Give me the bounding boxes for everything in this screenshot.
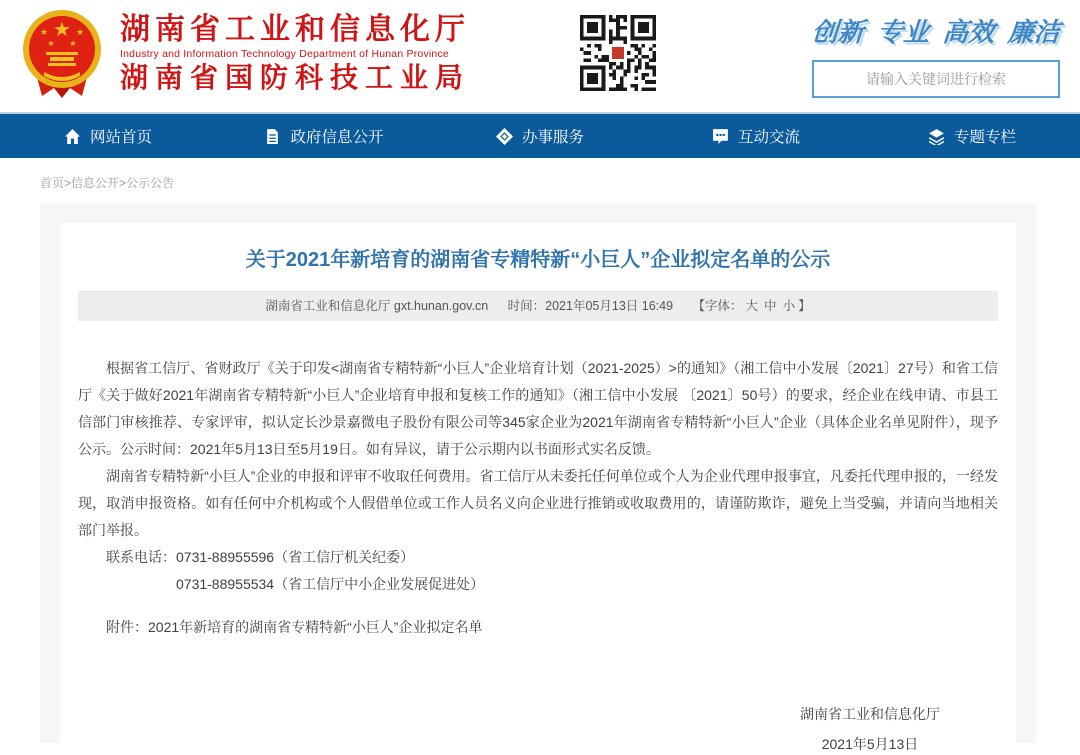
attachment-link[interactable]: 附件：2021年新培育的湖南省专精特新“小巨人”企业拟定名单 <box>106 619 483 635</box>
svg-text:★: ★ <box>69 39 77 48</box>
slogan-word: 高效 <box>941 17 996 47</box>
header-right <box>812 12 1060 98</box>
font-size-suffix: 】 <box>798 299 811 313</box>
breadcrumb-announcements[interactable]: 公示公告 <box>126 176 175 190</box>
nav-item-label: 专题专栏 <box>953 129 1016 146</box>
slogan-word: 创新 <box>810 17 865 47</box>
font-size-medium-button[interactable]: 中 <box>764 299 777 313</box>
font-size-large-button[interactable]: 大 <box>745 299 759 313</box>
nav-item-label: 网站首页 <box>89 129 152 146</box>
org-name-en: Industry and Information Technology Department of Hunan Province <box>120 48 449 60</box>
main-nav <box>0 112 1080 158</box>
signature-org: 湖南省工业和信息化厅 <box>800 706 940 722</box>
qr-code <box>580 14 656 92</box>
nav-item-label: 办事服务 <box>521 129 584 146</box>
breadcrumb-separator: > <box>119 176 127 190</box>
nav-item-services[interactable] <box>432 114 648 158</box>
contact-phone-1: 联系电话：0731-88955596（省工信厅机关纪委） <box>106 549 415 565</box>
nav-item-label: 政府信息公开 <box>290 129 384 146</box>
article-body <box>78 355 998 755</box>
svg-text:★: ★ <box>39 27 49 37</box>
time-label: 时间： <box>507 299 546 313</box>
document-icon <box>264 128 281 145</box>
slogan <box>811 12 1062 49</box>
svg-text:★: ★ <box>75 27 85 37</box>
org-name-cn: 湖南省工业和信息化厅 <box>120 13 470 46</box>
nav-item-label: 互动交流 <box>737 129 800 146</box>
paragraph: 湖南省专精特新“小巨人”企业的申报和评审不收取任何费用。省工信厅从未委托任何单位或个人为企业代理申报事宜，凡委托代理申报的，一经发现，取消申报资格。如有任何中介机构或个人假借单位或工作人员名义向企业进行推销或收取费用的，请谨防欺诈，避免上当受骗，并请向当地相关部门举报。 <box>78 468 998 538</box>
service-icon <box>496 128 513 145</box>
article-card <box>60 223 1016 755</box>
time-value: 2021年05月13日 16:49 <box>545 299 674 313</box>
signature-date: 2021年5月13日 <box>821 736 919 752</box>
layers-icon <box>928 128 945 145</box>
nav-item-interaction[interactable] <box>648 114 864 158</box>
org-names <box>120 13 470 95</box>
contact-phone-2: 0731-88955534（省工信厅中小企业发展促进处） <box>176 576 485 592</box>
svg-text:★: ★ <box>47 39 55 48</box>
slogan-word: 廉洁 <box>1006 17 1061 47</box>
breadcrumb-info-disclosure[interactable]: 信息公开 <box>71 176 120 190</box>
search-box <box>812 60 1060 98</box>
breadcrumb-separator: > <box>64 176 72 190</box>
site-logo[interactable] <box>20 8 470 100</box>
content-panel <box>40 203 1036 752</box>
search-input[interactable] <box>814 62 1058 96</box>
font-size-small-button[interactable]: 小 <box>782 299 796 313</box>
breadcrumb-home[interactable]: 首页 <box>40 176 65 190</box>
slogan-word: 专业 <box>876 17 931 47</box>
article-meta-bar <box>78 291 998 321</box>
nav-item-special-columns[interactable] <box>864 114 1080 158</box>
chat-icon <box>712 128 729 145</box>
home-icon <box>64 128 81 145</box>
article-time <box>508 299 673 313</box>
article-source: 湖南省工业和信息化厅 gxt.hunan.gov.cn <box>265 299 489 313</box>
org-name-cn2: 湖南省国防科技工业局 <box>120 62 471 93</box>
breadcrumb <box>40 174 1080 191</box>
svg-text:★: ★ <box>53 19 71 41</box>
paragraph: 根据省工信厅、省财政厅《关于印发<湖南省专精特新“小巨人”企业培育计划（2021-2025）>的通知》（湘工信中小发展〔2021〕27号）和省工信厅《关于做好2021年湖南省专精特新“小巨人”企业培育申报和复核工作的通知》（湘工信中小发展 〔2021〕50号）的要求，经企业在线申请、市县工信部门审核推荐、专家评审，拟认定长沙景嘉微电子股份有限公司等345家企业为2021年湖南省专精特新“小巨人”企业（具体企业名单见附件），现予公示。公示时间：2021年5月13日至5月19日。如有异议，请于公示期内以书面形式实名反馈。 <box>78 360 998 457</box>
nav-item-info-disclosure[interactable] <box>216 114 432 158</box>
nav-item-home[interactable] <box>0 114 216 158</box>
signature-block <box>78 699 998 755</box>
font-size-prefix: 【字体： <box>692 299 743 313</box>
page-title: 关于2021年新培育的湖南省专精特新“小巨人”企业拟定名单的公示 <box>245 249 831 271</box>
national-emblem-icon <box>20 8 104 100</box>
font-size-controls <box>693 299 811 313</box>
site-header <box>0 0 1080 112</box>
